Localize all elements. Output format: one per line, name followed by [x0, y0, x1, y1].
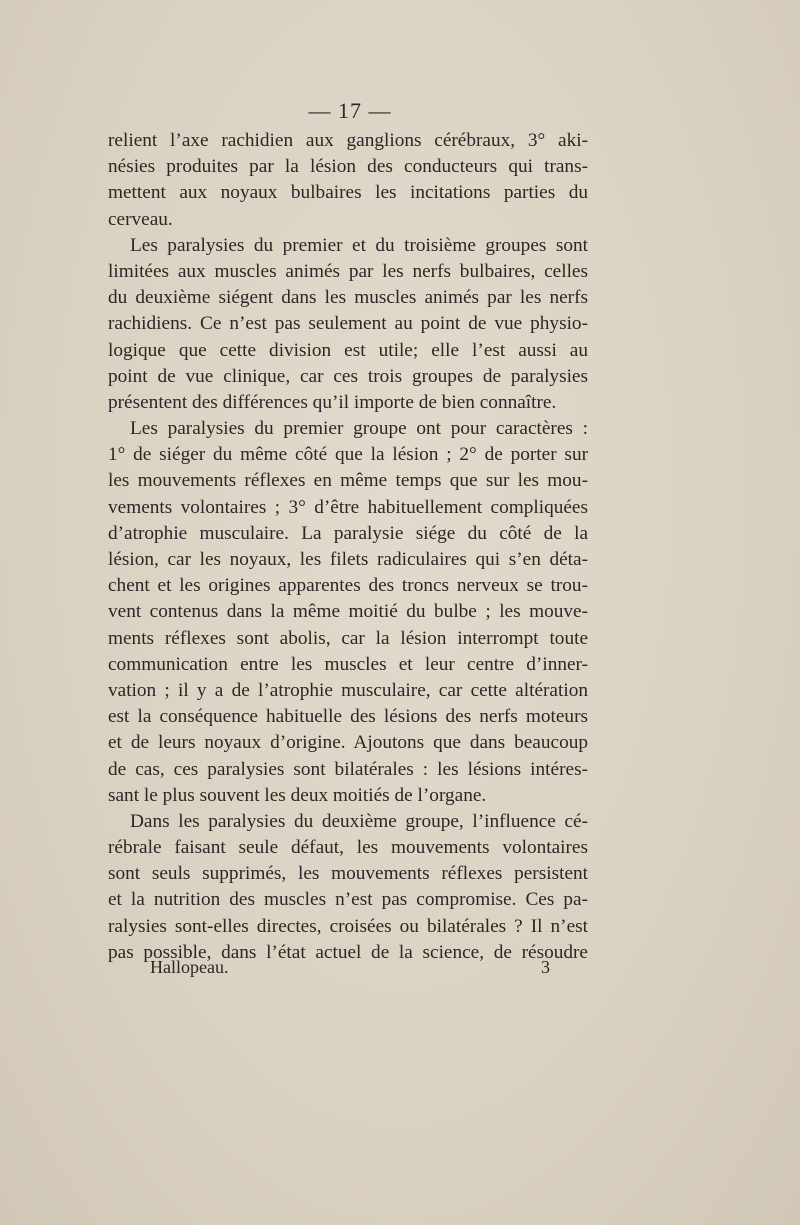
text-line: lésion, car les noyaux, les filets radiculaires qui s’en déta-	[108, 549, 588, 570]
text-line: point de vue clinique, car ces trois groupes de paralysies	[108, 365, 588, 387]
text-line: du deuxième siégent dans les muscles animés par les nerfs	[108, 287, 588, 309]
text-line: communication entre les muscles et leur centre d’inner-	[108, 653, 588, 675]
text-line: nésies produites par la lésion des conducteurs qui trans-	[108, 156, 588, 178]
text-line: Dans les paralysies du deuxième groupe, l’influence cé-	[130, 810, 588, 832]
text-line: vent contenus dans la même moitié du bulbe ; les mouve-	[108, 601, 588, 623]
text-line: vements volontaires ; 3° d’être habituellement compliquées	[108, 496, 588, 518]
text-line: est la conséquence habituelle des lésions des nerfs moteurs	[108, 706, 588, 728]
footer-signature-mark: 3	[541, 957, 550, 977]
text-line: chent et les origines apparentes des troncs nerveux se trou-	[108, 575, 588, 597]
body-text	[108, 128, 588, 966]
text-line: cerveau.	[108, 208, 173, 230]
text-line: limitées aux muscles animés par les nerfs bulbaires, celles	[108, 260, 588, 282]
text-line: ralysies sont-elles directes, croisées ou bilatérales ? Il n’est	[108, 915, 588, 937]
text-line: ments réflexes sont abolis, car la lésion interrompt toute	[108, 627, 588, 649]
text-line: mettent aux noyaux bulbaires les incitations parties du	[108, 182, 588, 204]
text-line: et la nutrition des muscles n’est pas compromise. Ces pa-	[108, 889, 588, 911]
text-line: sont seuls supprimés, les mouvements réflexes persistent	[108, 863, 588, 885]
text-line: relient l’axe rachidien aux ganglions cérébraux, 3° aki-	[108, 130, 588, 151]
text-line: logique que cette division est utile; elle l’est aussi au	[108, 339, 588, 361]
text-line: rébrale faisant seule défaut, les mouvements volontaires	[108, 837, 588, 859]
text-line: rachidiens. Ce n’est pas seulement au point de vue physio-	[108, 313, 588, 335]
text-line: Les paralysies du premier et du troisième groupes sont	[130, 234, 588, 256]
text-line: et de leurs noyaux d’origine. Ajoutons que dans beaucoup	[108, 732, 588, 754]
text-line: présentent des différences qu’il importe de bien connaître.	[108, 391, 557, 413]
text-line: Les paralysies du premier groupe ont pour caractères :	[130, 418, 588, 440]
text-line: 1° de siéger du même côté que la lésion ; 2° de porter sur	[108, 444, 588, 466]
text-line: d’atrophie musculaire. La paralysie siége du côté de la	[108, 522, 588, 544]
page-number: — 17 —	[308, 98, 392, 123]
text-line: les mouvements réflexes en même temps que sur les mou-	[108, 470, 588, 492]
text-line: vation ; il y a de l’atrophie musculaire, car cette altération	[108, 679, 588, 701]
text-line: de cas, ces paralysies sont bilatérales : les lésions intéres-	[108, 758, 588, 780]
footer-author: Hallopeau.	[150, 957, 229, 977]
text-line: sant le plus souvent les deux moitiés de l’organe.	[108, 784, 487, 806]
text-line: pas possible, dans l’état actuel de la science, de résoudre	[108, 941, 588, 963]
